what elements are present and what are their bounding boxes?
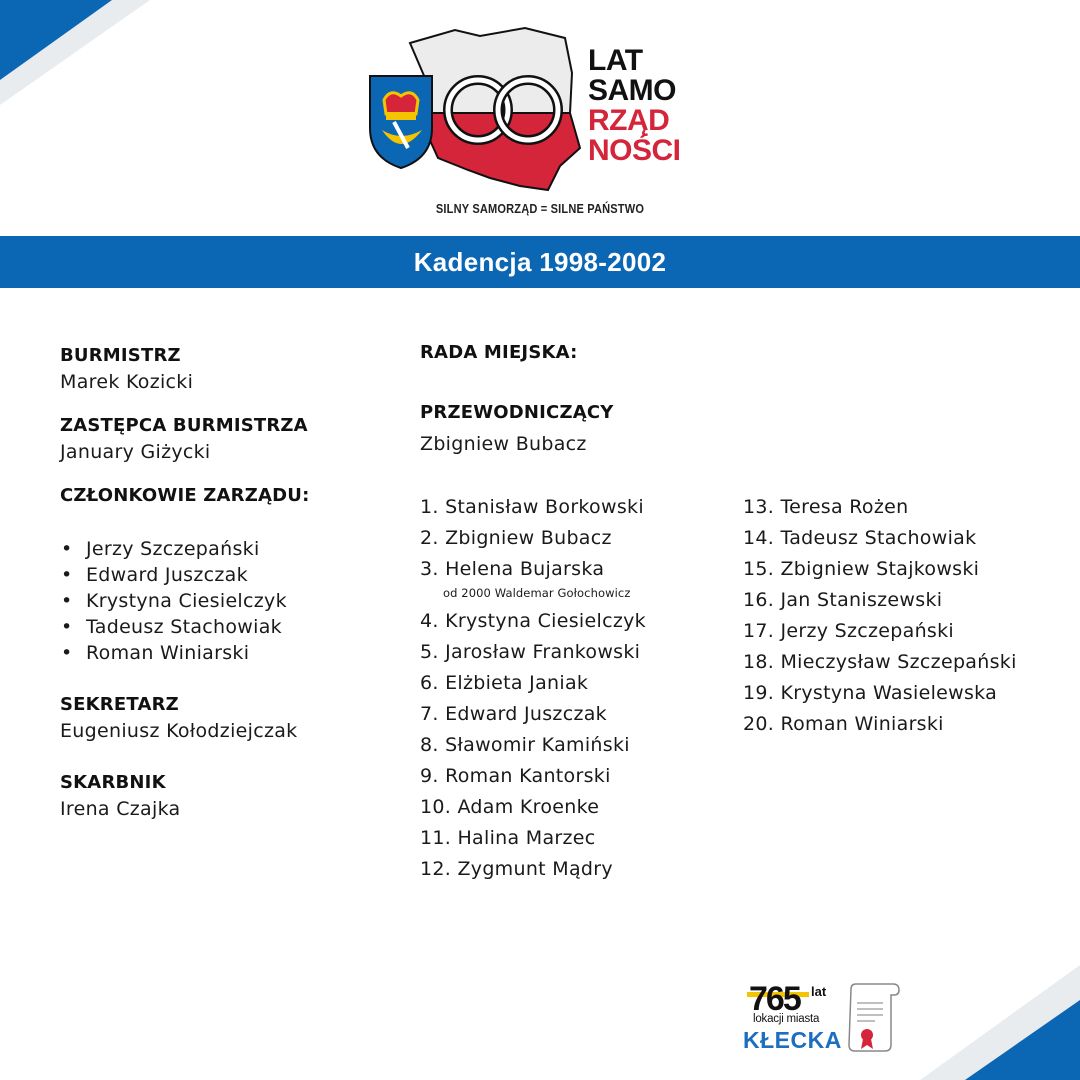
chair-heading: PRZEWODNICZĄCY [420, 402, 614, 423]
council-members-list-continued [743, 494, 1063, 742]
list-item: 12. Zygmunt Mądry [420, 858, 613, 880]
list-item: 18. Mieczysław Szczepański [743, 651, 1017, 673]
list-item: 5. Jarosław Frankowski [420, 641, 641, 663]
chair-name: Zbigniew Bubacz [420, 433, 587, 455]
council-column-continued [743, 494, 1063, 742]
treasurer-heading: SKARBNIK [60, 772, 166, 793]
list-item: 1. Stanisław Borkowski [420, 496, 644, 518]
council-heading: RADA MIEJSKA: [420, 342, 578, 363]
member-name: 3. Helena Bujarska [420, 558, 605, 580]
list-item: 20. Roman Winiarski [743, 713, 944, 735]
logo-words [588, 46, 681, 166]
list-item: • Edward Juszczak [61, 564, 248, 586]
city-anniversary-logo [743, 980, 843, 1060]
board-heading: CZŁONKOWIE ZARZĄDU: [60, 485, 310, 506]
logo-word-2: SAMO [588, 74, 676, 107]
secretary-name: Eugeniusz Kołodziejczak [60, 720, 298, 742]
list-item [420, 556, 646, 608]
list-item: 13. Teresa Rożen [743, 496, 909, 518]
list-item: 6. Elżbieta Janiak [420, 672, 589, 694]
bottom-right-corner-decoration [920, 965, 1080, 1080]
deputy-name: January Giżycki [60, 441, 211, 463]
council-members-list [420, 494, 646, 887]
board-members-list [60, 536, 287, 666]
list-item: • Krystyna Ciesielczyk [61, 590, 287, 612]
footer-lat: lat [811, 984, 827, 999]
logo-tagline: SILNY SAMORZĄD = SILNE PAŃSTWO [435, 201, 645, 216]
footer-subtitle: lokacji miasta [753, 1013, 820, 1025]
list-item: 19. Krystyna Wasielewska [743, 682, 998, 704]
list-item: 2. Zbigniew Bubacz [420, 527, 612, 549]
banner-title: Kadencja 1998-2002 [413, 247, 667, 277]
list-item: 16. Jan Staniszewski [743, 589, 943, 611]
deputy-heading: ZASTĘPCA BURMISTRZA [60, 415, 308, 436]
logo-word-3: RZĄD [588, 104, 670, 137]
mayor-name: Marek Kozicki [60, 371, 194, 393]
list-item: 14. Tadeusz Stachowiak [743, 527, 977, 549]
list-item: 10. Adam Kroenke [420, 796, 600, 818]
list-item: 9. Roman Kantorski [420, 765, 611, 787]
list-item: • Roman Winiarski [61, 642, 250, 664]
logo-word-1: LAT [588, 44, 643, 77]
list-item: 7. Edward Juszczak [420, 703, 607, 725]
member-note: od 2000 Waldemar Gołochowicz [443, 586, 631, 600]
secretary-heading: SEKRETARZ [60, 694, 179, 715]
scroll-document-icon [845, 983, 905, 1053]
list-item: 11. Halina Marzec [420, 827, 596, 849]
list-item: • Tadeusz Stachowiak [61, 616, 282, 638]
term-banner [0, 236, 1080, 288]
footer-city: KŁECKA [743, 1027, 842, 1053]
list-item: 15. Zbigniew Stajkowski [743, 558, 980, 580]
footer-number: 765 [749, 980, 800, 1018]
top-left-corner-decoration [0, 0, 150, 110]
list-item: 17. Jerzy Szczepański [743, 620, 954, 642]
list-item: 8. Sławomir Kamiński [420, 734, 630, 756]
list-item: 4. Krystyna Ciesielczyk [420, 610, 646, 632]
list-item: • Jerzy Szczepański [61, 538, 260, 560]
logo-word-4: NOŚCI [588, 134, 681, 167]
treasurer-name: Irena Czajka [60, 798, 181, 820]
mayor-heading: BURMISTRZ [60, 345, 181, 366]
